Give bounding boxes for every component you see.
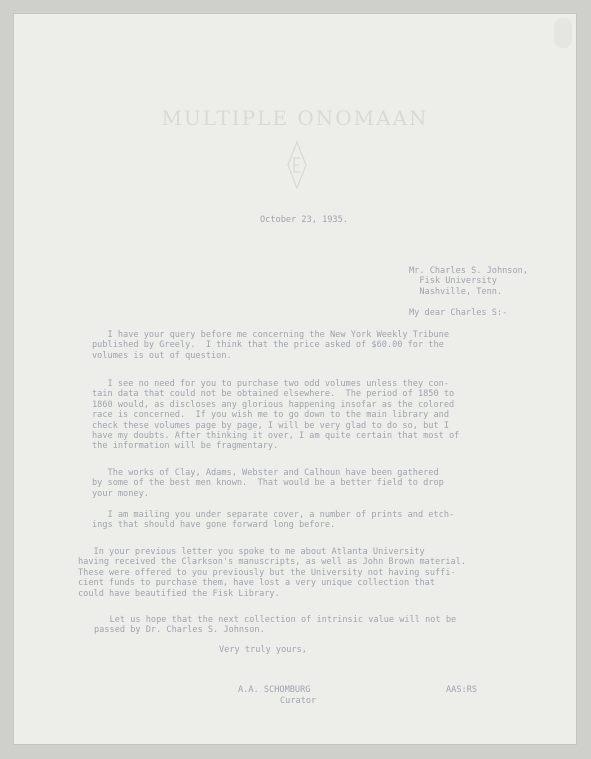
letterhead-watermark: MULTIPLE ONOMAAN — [161, 106, 429, 130]
reference-initials: AAS:RS — [446, 685, 478, 695]
paragraph-5: In your previous letter you spoke to me about Atlanta University having received the Clarkson's manuscripts, as well as John Brown material. These were offered to you previously but the University not having suffi- cient funds to purchase them, have lost a very unique collection that could have beautified the Fisk Library. — [78, 547, 467, 599]
paragraph-3: The works of Clay, Adams, Webster and Calhoun have been gathered by some of the best men known. That would be a better field to drop your money. — [92, 468, 444, 499]
letterhead-emblem-icon — [286, 140, 308, 190]
signer-title: Curator — [280, 696, 317, 706]
complimentary-closing: Very truly yours, — [219, 645, 307, 655]
paragraph-2: I see no need for you to purchase two odd volumes unless they con- tain data that could not be obtained elsewhere. The period of 1850 to 1860 would, as discloses any glorious happening insofar as the colored race is concerned. If you wish me to go down to the main library and check these volumes page by page, I will be very glad to do so, but I have my doubts. After thinking it over, I am quite certain that most of the information will be fragmentary. — [92, 379, 460, 452]
letter-date: October 23, 1935. — [260, 215, 348, 225]
paragraph-4: I am mailing you under separate cover, a number of prints and etch- ings that should have gone forward long before. — [92, 510, 455, 531]
recipient-address: Mr. Charles S. Johnson, Fisk University Nashville, Tenn. — [409, 266, 528, 297]
corner-stamp-mark — [554, 18, 572, 48]
letter-page — [14, 14, 576, 744]
signer-name: A.A. SCHOMBURG — [238, 685, 311, 695]
paragraph-1: I have your query before me concerning the New York Weekly Tribune published by Greely. I think that the price asked of $60.00 for the volumes is out of question. — [92, 330, 449, 361]
salutation: My dear Charles S:- — [409, 308, 508, 318]
paragraph-6: Let us hope that the next collection of intrinsic value will not be passed by Dr. Charles S. Johnson. — [94, 615, 457, 636]
